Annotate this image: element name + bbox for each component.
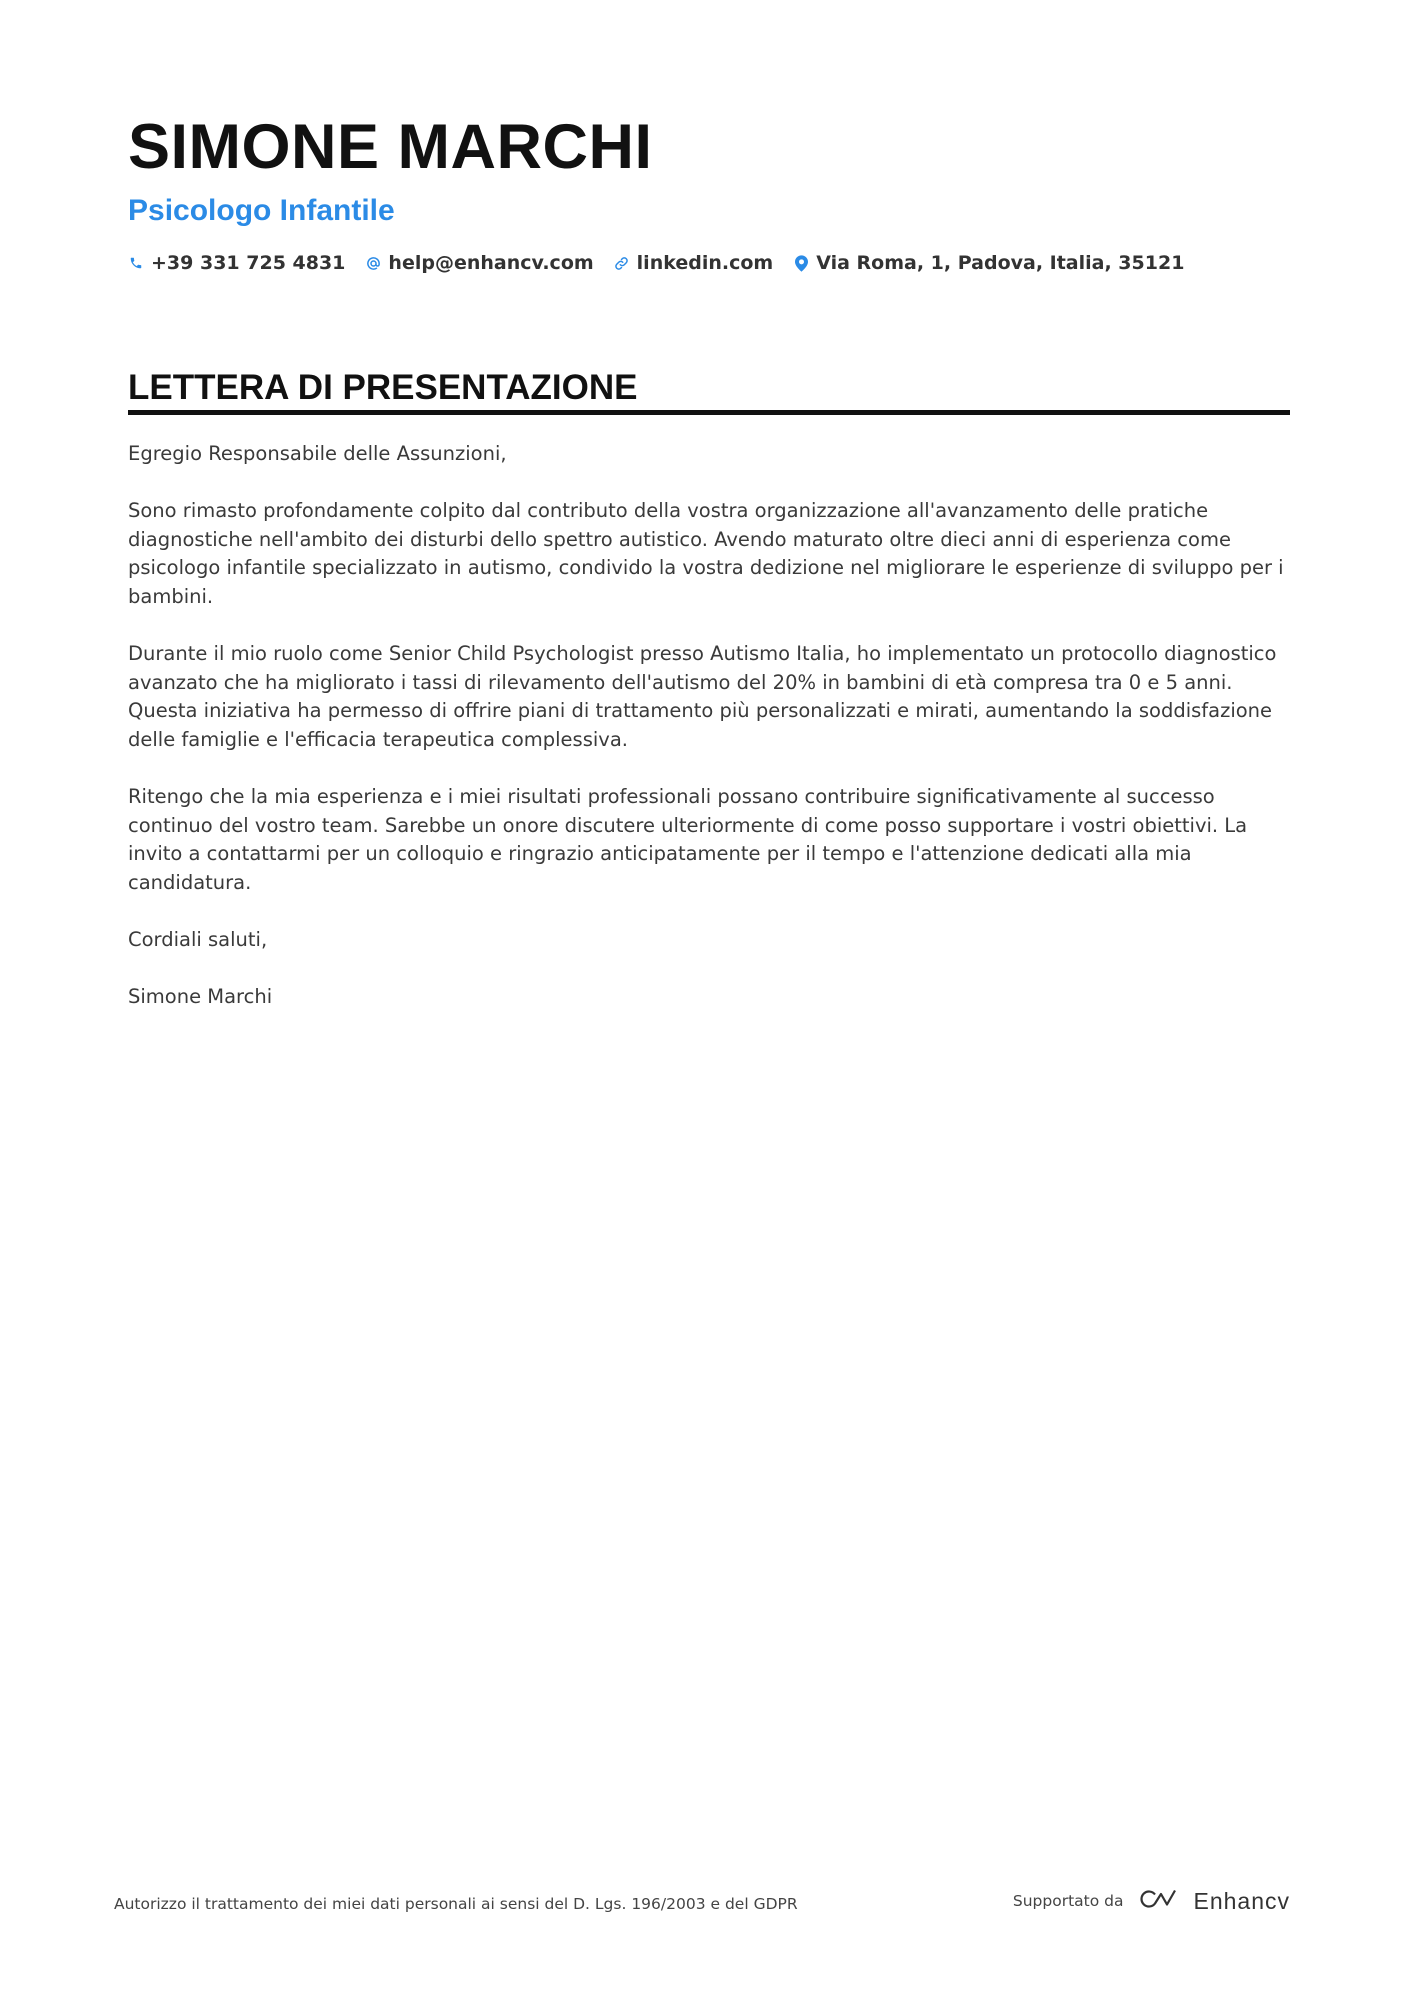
at-icon: [365, 254, 381, 272]
letter-signature: Simone Marchi: [128, 985, 273, 1009]
contact-linkedin[interactable]: [614, 252, 774, 274]
letter-paragraph: Durante il mio ruolo come Senior Child Psychologist presso Autismo Italia, ho implementato un protocollo diagnostico avanzato che ha migliorato i tassi di rilevamento dell'autismo del 20% in bambini di età compresa tra 0 e 5 anni. Questa iniziativa ha permesso di offrire piani di trattamento più personalizzati e mirati, aumentando la soddisfazione delle famiglie e l'efficacia terapeutica complessiva.: [128, 642, 1277, 751]
section-title: LETTERA DI PRESENTAZIONE: [128, 368, 638, 407]
job-title: Psicologo Infantile: [128, 194, 395, 227]
contact-bar: [128, 252, 1184, 274]
letter-body: [128, 440, 1293, 1040]
contact-email-text: help@enhancv.com: [388, 252, 594, 274]
enhancv-logo-icon: [1135, 1887, 1181, 1915]
applicant-name: SIMONE MARCHI: [128, 112, 653, 182]
phone-icon: [128, 254, 144, 272]
powered-by[interactable]: [1013, 1887, 1290, 1915]
powered-by-label: Supportato da: [1012, 1892, 1124, 1910]
letter-paragraph: Sono rimasto profondamente colpito dal contributo della vostra organizzazione all'avanzamento delle pratiche diagnostiche nell'ambito dei disturbi dello spettro autistico. Avendo maturato oltre dieci anni di esperienza come psicologo infantile specializzato in autismo, condivido la vostra dedizione nel migliorare le esperienze di sviluppo per i bambini.: [128, 499, 1284, 608]
contact-address-text: Via Roma, 1, Padova, Italia, 35121: [816, 252, 1185, 274]
contact-linkedin-text: linkedin.com: [636, 252, 774, 274]
letter-paragraph: Ritengo che la mia esperienza e i miei risultati professionali possano contribuire significativamente al successo continuo del vostro team. Sarebbe un onore discutere ulteriormente di come posso supportare i vostri obiettivi. La invito a contattarmi per un colloquio e ringrazio anticipatamente per il tempo e l'attenzione dedicati alla mia candidatura.: [128, 785, 1248, 894]
contact-phone-text: +39 331 725 4831: [151, 252, 346, 274]
contact-address: [793, 252, 1184, 274]
section-divider: [128, 410, 1290, 415]
location-pin-icon: [793, 254, 809, 272]
contact-phone[interactable]: [128, 252, 345, 274]
link-icon: [614, 254, 630, 272]
privacy-consent: Autorizzo il trattamento dei miei dati personali ai sensi del D. Lgs. 196/2003 e del GDPR: [114, 1895, 798, 1913]
brand-name: Enhancv: [1193, 1887, 1290, 1914]
letter-salutation: Egregio Responsabile delle Assunzioni,: [128, 442, 507, 465]
letter-closing: Cordiali saluti,: [128, 928, 268, 952]
contact-email[interactable]: [365, 252, 593, 274]
